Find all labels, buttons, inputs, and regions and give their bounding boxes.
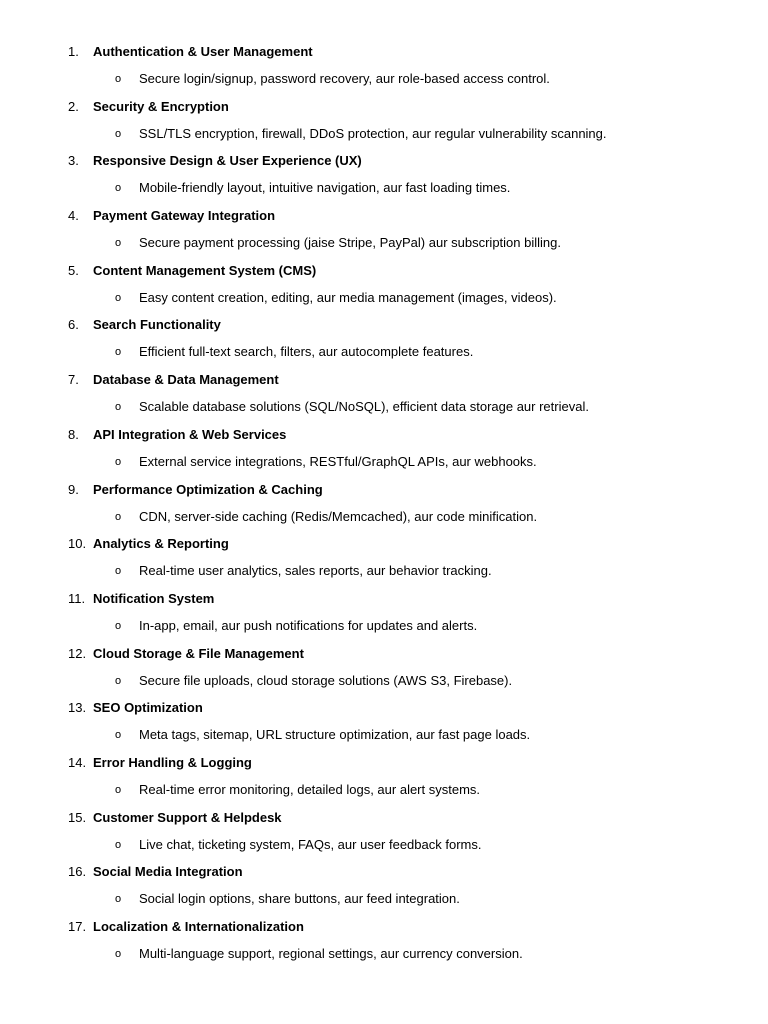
list-item-number: 3. <box>68 153 79 169</box>
list-item-number: 9. <box>68 481 79 497</box>
list-item-subpoint <box>0 834 768 856</box>
list-item <box>0 205 768 260</box>
list-item-heading <box>0 369 768 391</box>
list-item-title: Authentication & User Management <box>93 44 313 59</box>
list-item-number: 2. <box>68 98 79 114</box>
list-item-title: Content Management System (CMS) <box>93 262 317 278</box>
hollow-bullet-icon: o <box>115 838 122 851</box>
list-item <box>0 314 768 369</box>
list-item-description: Multi-language support, regional settings, aur currency conversion. <box>139 946 523 961</box>
hollow-bullet-icon: o <box>115 565 122 578</box>
list-item-heading <box>0 861 768 883</box>
list-item-heading <box>0 533 768 555</box>
list-item-number: 14. <box>68 754 87 770</box>
list-item-number: 16. <box>68 864 87 880</box>
list-item-title: SEO Optimization <box>93 700 203 716</box>
feature-list <box>0 41 768 971</box>
list-item-description: Secure login/signup, password recovery, aur role-based access control. <box>139 71 550 86</box>
list-item <box>0 260 768 315</box>
hollow-bullet-icon: o <box>115 127 122 140</box>
list-item-description: External service integrations, RESTful/GraphQL APIs, aur webhooks. <box>139 453 537 469</box>
hollow-bullet-icon: o <box>115 455 122 468</box>
list-item-heading <box>0 150 768 172</box>
hollow-bullet-icon: o <box>115 346 122 359</box>
list-item-number: 15. <box>68 809 87 825</box>
list-item-description: Efficient full-text search, filters, aur autocomplete features. <box>139 344 474 360</box>
list-item-title: Responsive Design & User Experience (UX) <box>93 153 362 169</box>
list-item-description: Scalable database solutions (SQL/NoSQL), efficient data storage aur retrieval. <box>139 399 589 415</box>
list-item-heading <box>0 424 768 446</box>
list-item-subpoint <box>0 724 768 746</box>
list-item-description: Social login options, share buttons, aur feed integration. <box>139 891 460 907</box>
list-item-title: Payment Gateway Integration <box>93 208 276 224</box>
list-item <box>0 479 768 534</box>
list-item-number: 17. <box>68 919 87 934</box>
hollow-bullet-icon: o <box>115 948 122 960</box>
hollow-bullet-icon: o <box>115 783 122 796</box>
list-item <box>0 697 768 752</box>
list-item <box>0 96 768 151</box>
list-item <box>0 861 768 916</box>
hollow-bullet-icon: o <box>115 893 122 906</box>
list-item-heading <box>0 697 768 719</box>
list-item-title: Search Functionality <box>93 317 221 333</box>
list-item-subpoint <box>0 232 768 254</box>
list-item-number: 1. <box>68 44 79 59</box>
list-item <box>0 752 768 807</box>
list-item-heading <box>0 807 768 829</box>
list-item <box>0 369 768 424</box>
list-item-title: API Integration & Web Services <box>93 426 287 442</box>
list-item-subpoint <box>0 670 768 692</box>
list-item-subpoint <box>0 287 768 309</box>
list-item-subpoint <box>0 341 768 363</box>
list-item <box>0 643 768 698</box>
list-item-heading <box>0 916 768 938</box>
list-item-description: Meta tags, sitemap, URL structure optimization, aur fast page loads. <box>139 727 531 743</box>
list-item-title: Security & Encryption <box>93 98 229 114</box>
list-item-description: Secure file uploads, cloud storage solutions (AWS S3, Firebase). <box>139 672 513 688</box>
hollow-bullet-icon: o <box>115 182 122 195</box>
list-item-subpoint <box>0 396 768 418</box>
list-item-title: Localization & Internationalization <box>93 919 304 934</box>
list-item-title: Database & Data Management <box>93 372 279 388</box>
list-item-subpoint <box>0 177 768 199</box>
list-item-title: Analytics & Reporting <box>93 536 229 552</box>
hollow-bullet-icon: o <box>115 510 122 523</box>
list-item-title: Performance Optimization & Caching <box>93 481 323 497</box>
hollow-bullet-icon: o <box>115 291 122 304</box>
list-item-description: Live chat, ticketing system, FAQs, aur user feedback forms. <box>139 836 482 852</box>
list-item-description: Mobile-friendly layout, intuitive navigation, aur fast loading times. <box>139 180 511 196</box>
list-item-subpoint <box>0 779 768 801</box>
list-item-subpoint <box>0 888 768 910</box>
list-item-description: Easy content creation, editing, aur media management (images, videos). <box>139 289 557 305</box>
list-item-description: Secure payment processing (jaise Stripe, PayPal) aur subscription billing. <box>139 235 561 251</box>
list-item-heading <box>0 96 768 118</box>
list-item-heading <box>0 752 768 774</box>
list-item-title: Cloud Storage & File Management <box>93 645 304 661</box>
list-item-subpoint <box>0 123 768 145</box>
hollow-bullet-icon: o <box>115 674 122 687</box>
list-item-description: Real-time user analytics, sales reports, aur behavior tracking. <box>139 563 492 579</box>
list-item-heading <box>0 314 768 336</box>
list-item-number: 12. <box>68 645 87 661</box>
list-item <box>0 424 768 479</box>
list-item-heading <box>0 41 768 63</box>
list-item-number: 5. <box>68 262 79 278</box>
hollow-bullet-icon: o <box>115 73 122 85</box>
hollow-bullet-icon: o <box>115 401 122 414</box>
list-item-subpoint <box>0 506 768 528</box>
hollow-bullet-icon: o <box>115 729 122 742</box>
hollow-bullet-icon: o <box>115 619 122 632</box>
list-item <box>0 150 768 205</box>
list-item-subpoint <box>0 943 768 965</box>
list-item-number: 4. <box>68 208 79 224</box>
list-item-number: 8. <box>68 426 79 442</box>
list-item <box>0 41 768 96</box>
list-item <box>0 807 768 862</box>
list-item <box>0 916 768 971</box>
list-item-number: 6. <box>68 317 79 333</box>
list-item-heading <box>0 479 768 501</box>
list-item-heading <box>0 260 768 282</box>
list-item-title: Customer Support & Helpdesk <box>93 809 282 825</box>
list-item-title: Error Handling & Logging <box>93 754 252 770</box>
hollow-bullet-icon: o <box>115 237 122 250</box>
list-item-description: SSL/TLS encryption, firewall, DDoS protection, aur regular vulnerability scanning. <box>139 125 607 141</box>
list-item-title: Social Media Integration <box>93 864 243 880</box>
list-item-subpoint <box>0 615 768 637</box>
list-item-subpoint <box>0 451 768 473</box>
list-item <box>0 588 768 643</box>
list-item-description: CDN, server-side caching (Redis/Memcached), aur code minification. <box>139 508 538 524</box>
list-item-subpoint <box>0 560 768 582</box>
list-item-number: 7. <box>68 372 79 388</box>
list-item-heading <box>0 643 768 665</box>
list-item-description: Real-time error monitoring, detailed logs, aur alert systems. <box>139 781 481 797</box>
list-item-title: Notification System <box>93 590 215 606</box>
list-item-subpoint <box>0 68 768 90</box>
list-item-heading <box>0 588 768 610</box>
list-item-number: 10. <box>68 536 87 552</box>
list-item-number: 13. <box>68 700 87 716</box>
list-item-description: In-app, email, aur push notifications for updates and alerts. <box>139 617 478 633</box>
document-page <box>0 41 768 971</box>
list-item-number: 11. <box>68 590 86 606</box>
list-item <box>0 533 768 588</box>
list-item-heading <box>0 205 768 227</box>
